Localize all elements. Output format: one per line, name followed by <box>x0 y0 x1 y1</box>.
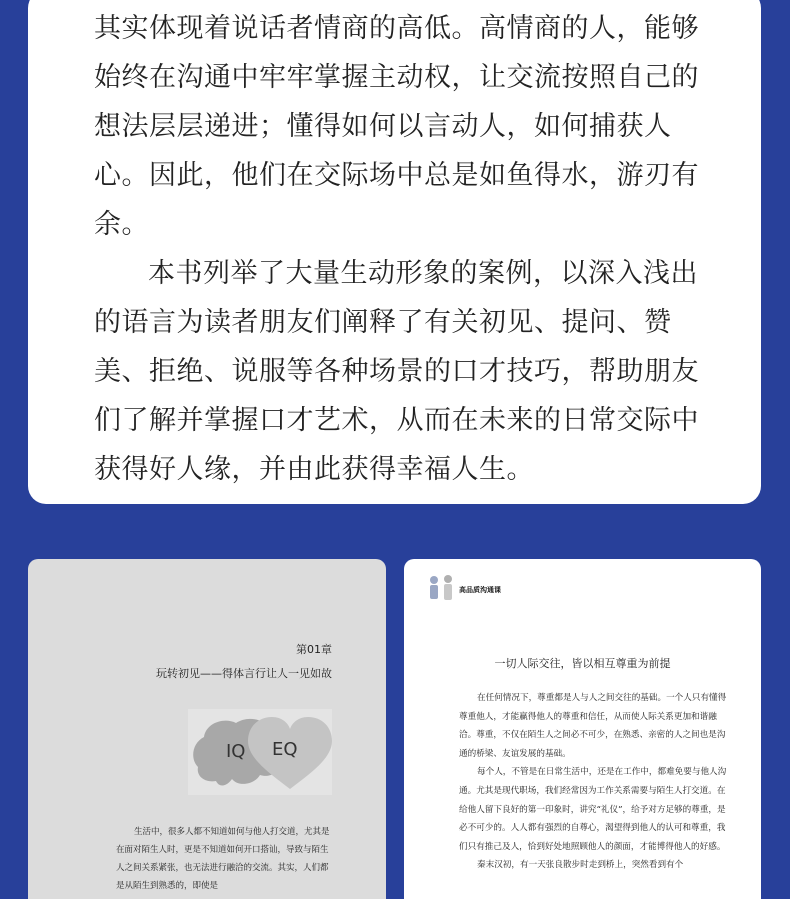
left-body-paragraph: 生活中，很多人都不知道如何与他人打交道，尤其是在面对陌生人时，更是不知道如何开口搭讪，导致与陌生人之间关系紧张，也无法进行融洽的交流。其实，人们都是从陌生到熟悉的，即使是 <box>116 827 330 891</box>
people-logo-icon <box>426 573 458 603</box>
intro-paragraph-1: 其实体现着说话者情商的高低。高情商的人，能够始终在沟通中牢牢掌握主动权，让交流按照自己的想法层层递进；懂得如何以言动人，如何捕获人心。因此，他们在交际场中总是如鱼得水，游刃有余。 <box>94 13 699 240</box>
sample-page-left <box>28 559 386 899</box>
iq-eq-illustration <box>188 709 332 795</box>
right-page-body <box>459 689 727 875</box>
intro-paragraph-2: 本书列举了大量生动形象的案例，以深入浅出的语言为读者朋友们阐释了有关初见、提问、赞美、拒绝、说服等各种场景的口才技巧，帮助朋友们了解并掌握口才艺术，从而在未来的日常交际中获得好人缘，并由此获得幸福人生。 <box>94 258 699 485</box>
intro-card <box>28 0 761 504</box>
iq-label: IQ <box>226 741 246 762</box>
eq-label: EQ <box>272 739 298 760</box>
chapter-number: 第01章 <box>296 643 332 656</box>
right-body-paragraph-3: 秦末汉初，有一天张良散步时走到桥上，突然看到有个 <box>477 860 684 871</box>
course-name: 高品质沟通课 <box>459 586 501 594</box>
left-page-body <box>116 823 332 895</box>
right-body-paragraph-1: 在任何情况下，尊重都是人与人之间交往的基础。一个人只有懂得尊重他人，才能赢得他人的尊重和信任，从而使人际关系更加和谐融洽。尊重，不仅在陌生人之间必不可少，在熟悉、亲密的人之间也是沟通的桥梁、友谊发展的基础。 <box>459 693 727 759</box>
section-title: 一切人际交往，皆以相互尊重为前提 <box>494 657 671 670</box>
intro-text <box>94 4 704 494</box>
right-body-paragraph-2: 每个人，不管是在日常生活中，还是在工作中，都难免要与他人沟通。尤其是现代职场，我们经常因为工作关系需要与陌生人打交道。在给他人留下良好的第一印象时，讲究“礼仪”，给予对方足够的尊重，是必不可少的。人人都有强烈的自尊心，渴望得到他人的认可和尊重，我们只有推己及人，恰到好处地照顾他人的颜面，才能博得他人的好感。 <box>459 767 727 852</box>
chapter-title: 玩转初见——得体言行让人一见如故 <box>156 667 332 680</box>
sample-page-right <box>404 559 761 899</box>
